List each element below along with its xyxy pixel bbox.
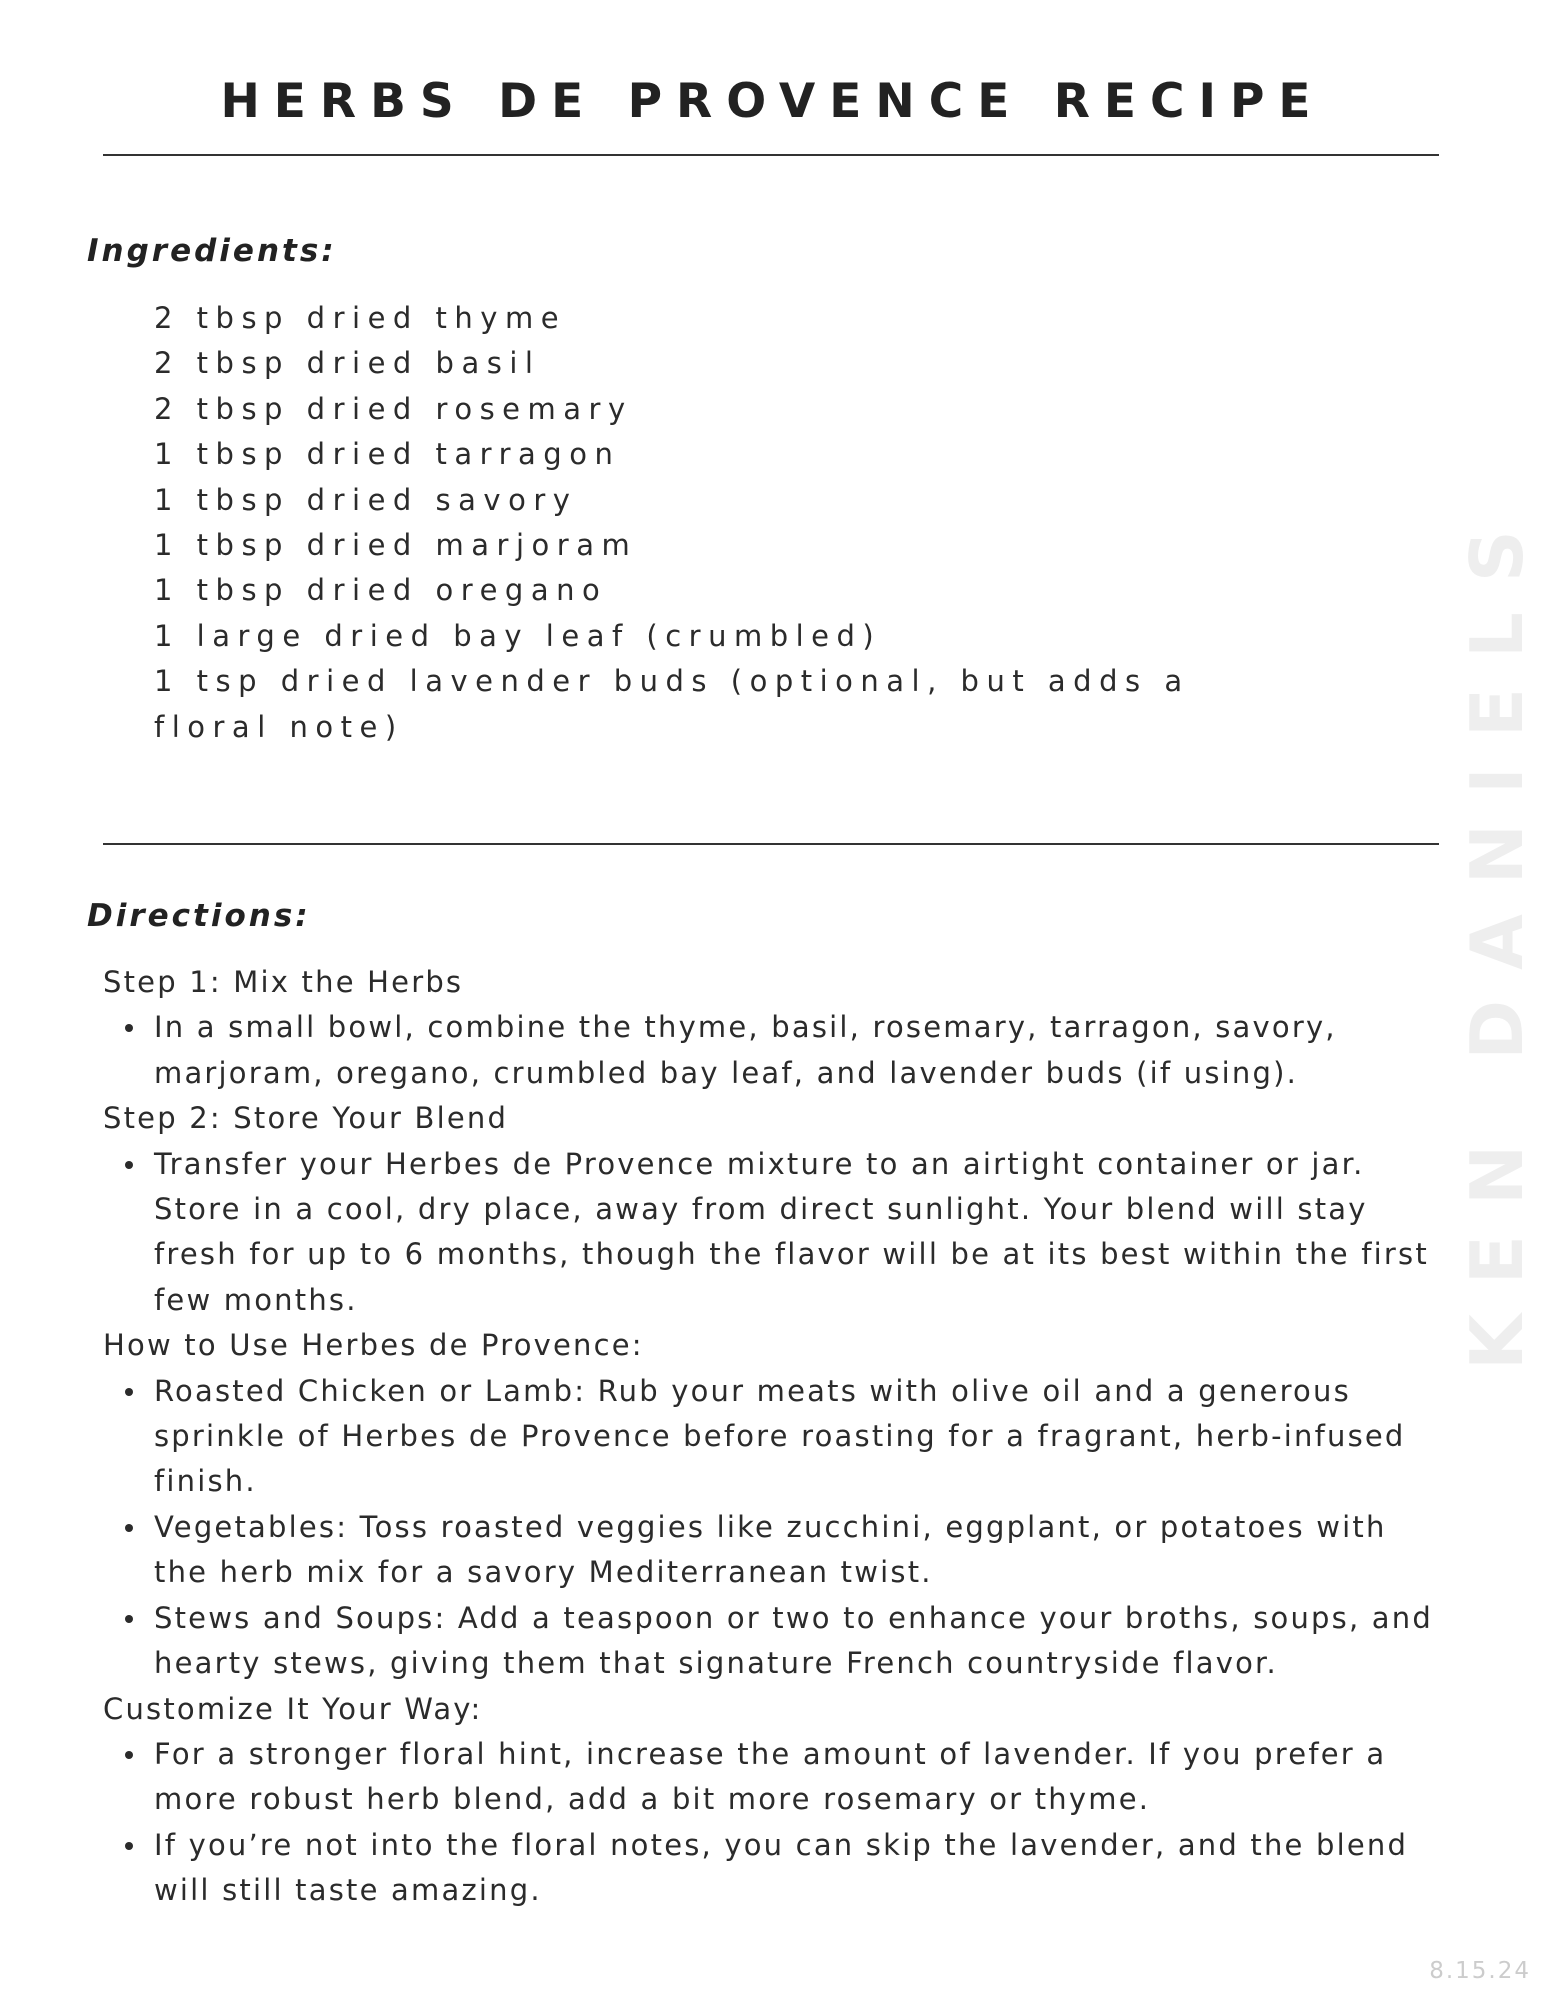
ingredient-item: 2 tbsp dried rosemary	[154, 391, 633, 426]
ingredient-item: 1 tbsp dried oregano	[154, 573, 608, 608]
customize-heading: Customize It Your Way:	[103, 1691, 483, 1726]
customize-bullets	[103, 1732, 1448, 1914]
step-2-heading: Step 2: Store Your Blend	[103, 1101, 509, 1136]
direction-bullet: Transfer your Herbes de Provence mixture to an airtight container or jar. Store in a cool, dry place, away from direct sunlight. Your blend will stay fresh for up to 6 months, though the flavor will be at its best within the first few months.	[154, 1142, 1448, 1324]
direction-bullet: For a stronger floral hint, increase the amount of lavender. If you prefer a more robust herb blend, add a bit more rosemary or thyme.	[154, 1732, 1448, 1823]
how-to-use-heading: How to Use Herbes de Provence:	[103, 1328, 644, 1363]
page-title: HERBS DE PROVENCE RECIPE	[220, 74, 1325, 129]
ingredients-heading: Ingredients:	[87, 233, 337, 269]
direction-bullet: Vegetables: Toss roasted veggies like zucchini, eggplant, or potatoes with the herb mix for a savory Mediterranean twist.	[154, 1505, 1448, 1596]
directions-heading: Directions:	[87, 898, 311, 934]
direction-bullet: Stews and Soups: Add a teaspoon or two to enhance your broths, soups, and hearty stews, giving them that signature French countryside flavor.	[154, 1596, 1448, 1687]
date-stamp: 8.15.24	[1429, 1958, 1531, 1984]
author-watermark: KEN DANIELS	[1455, 500, 1539, 1370]
ingredient-item: 2 tbsp dried basil	[154, 346, 541, 381]
ingredient-item: 1 tsp dried lavender buds (optional, but adds a floral note)	[154, 664, 1190, 744]
title-divider	[103, 154, 1439, 156]
step-2-bullets	[103, 1142, 1448, 1324]
directions-body	[103, 960, 1448, 1914]
direction-bullet: If you’re not into the floral notes, you can skip the lavender, and the blend will still taste amazing.	[154, 1823, 1448, 1914]
ingredient-item: 1 tbsp dried savory	[154, 482, 578, 517]
step-1-bullets	[103, 1005, 1448, 1096]
ingredient-item: 2 tbsp dried thyme	[154, 301, 567, 335]
step-1-heading: Step 1: Mix the Herbs	[103, 965, 464, 999]
direction-bullet: Roasted Chicken or Lamb: Rub your meats with olive oil and a generous sprinkle of Herbes de Provence before roasting for a fragrant, herb-infused finish.	[154, 1369, 1448, 1505]
direction-bullet: In a small bowl, combine the thyme, basil, rosemary, tarragon, savory, marjoram, oregano, crumbled bay leaf, and lavender buds (if using).	[154, 1005, 1448, 1096]
how-to-use-bullets	[103, 1369, 1448, 1687]
ingredient-item: 1 tbsp dried tarragon	[154, 437, 621, 472]
ingredient-item: 1 tbsp dried marjoram	[154, 528, 638, 563]
ingredients-list	[154, 296, 1284, 750]
section-divider	[103, 843, 1439, 845]
ingredient-item: 1 large dried bay leaf (crumbled)	[154, 618, 882, 653]
